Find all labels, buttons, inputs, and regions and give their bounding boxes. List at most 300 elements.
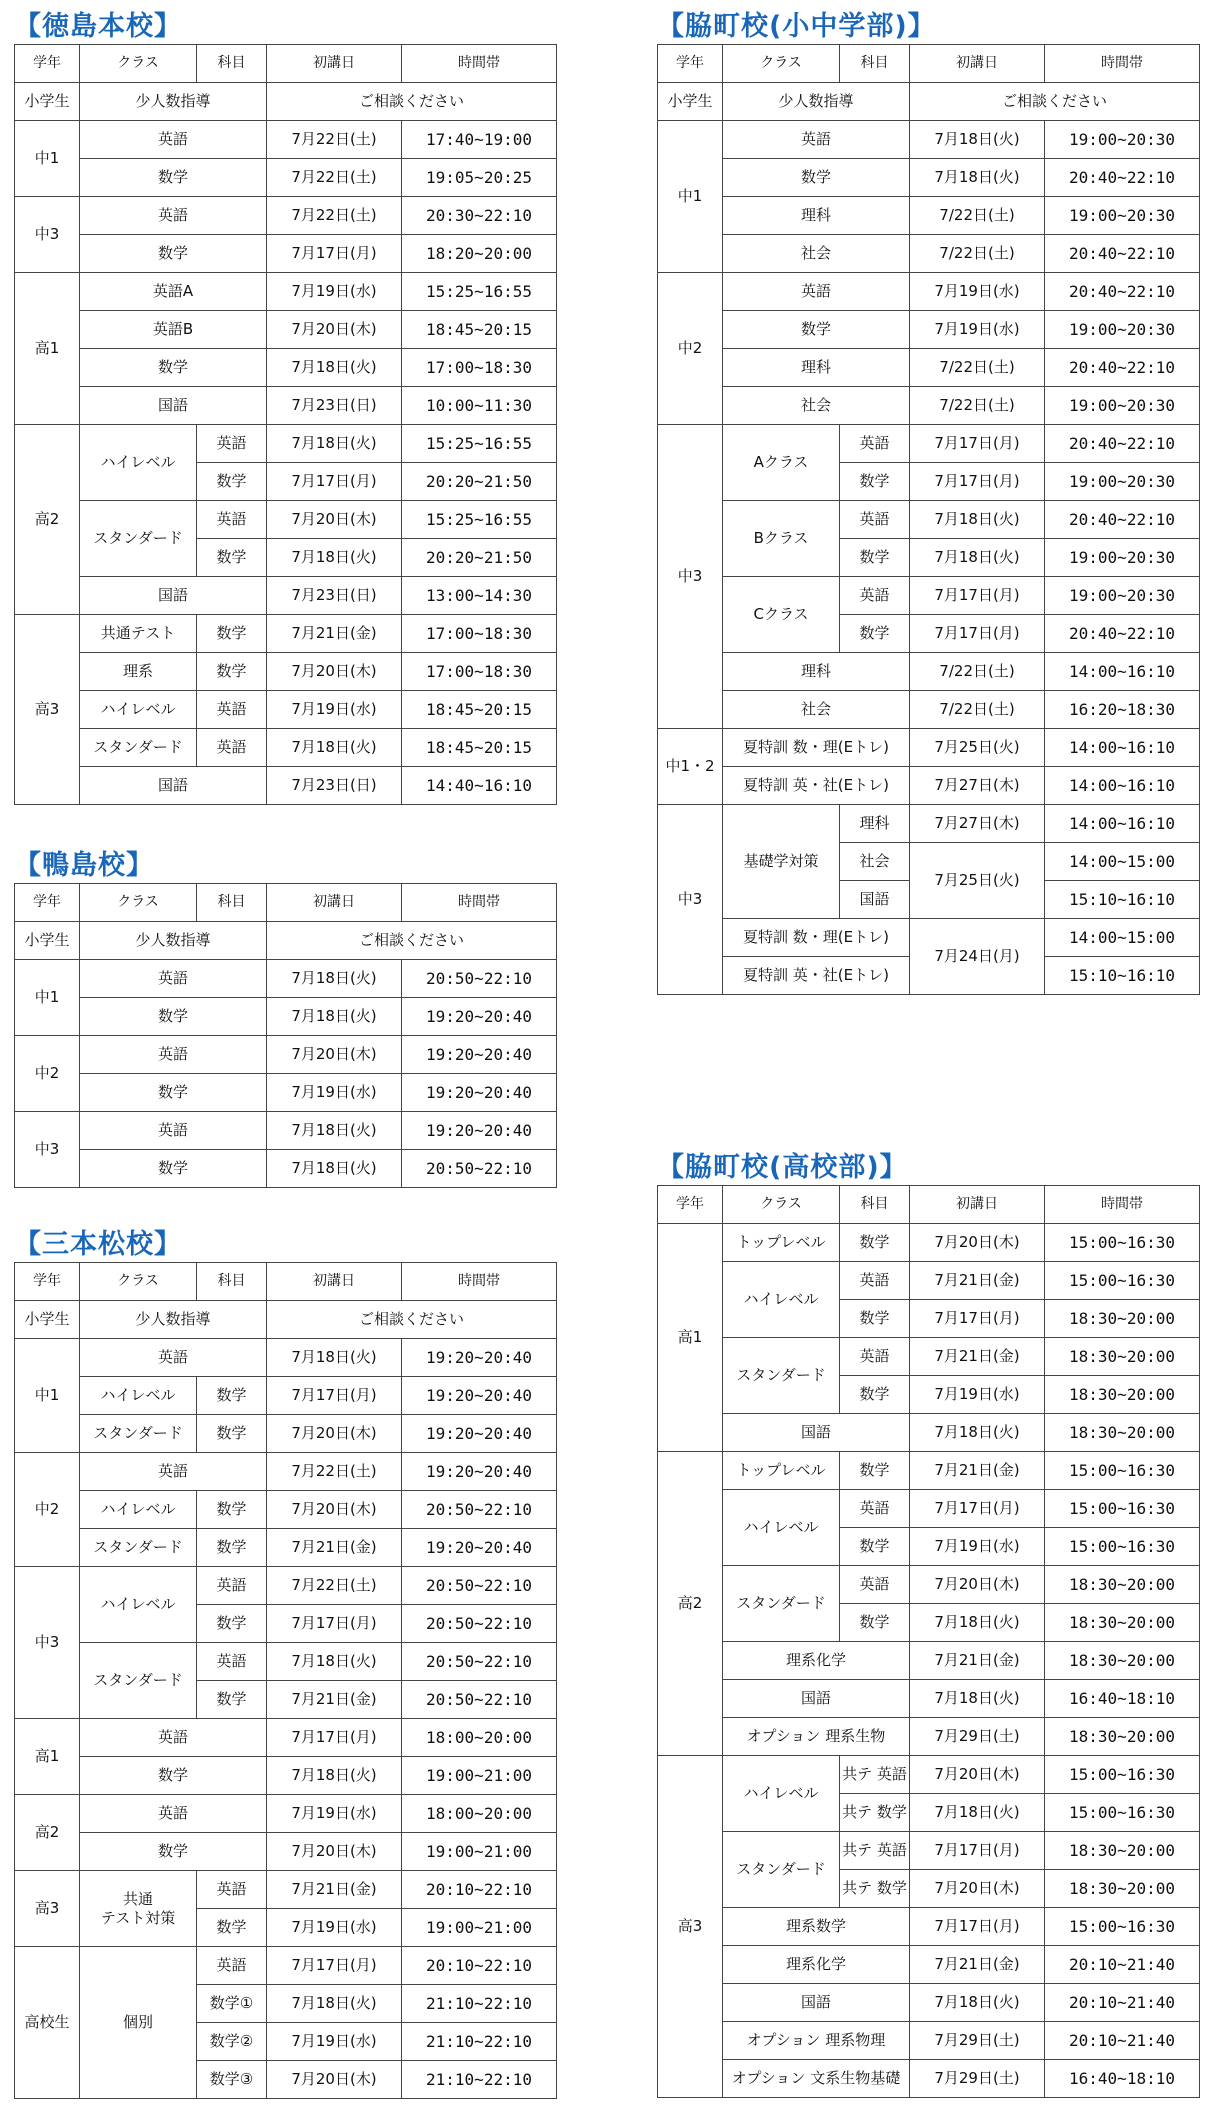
table-cell: 高1 bbox=[15, 273, 80, 425]
time-cell: 20:40~22:10 bbox=[1045, 235, 1200, 273]
date-cell: 7月20日(木) bbox=[267, 653, 402, 691]
time-cell: 20:40~22:10 bbox=[1045, 349, 1200, 387]
time-cell: 19:20~20:40 bbox=[402, 998, 557, 1036]
header-grade: 学年 bbox=[658, 1186, 723, 1224]
table-row bbox=[658, 1338, 1200, 1376]
header-grade: 学年 bbox=[15, 1263, 80, 1301]
table-cell: 国語 bbox=[723, 1414, 910, 1452]
table-row bbox=[15, 653, 557, 691]
table-row bbox=[658, 1680, 1200, 1718]
table-cell: 英語 bbox=[80, 197, 267, 235]
table-cell: 共テ 数学 bbox=[840, 1870, 910, 1908]
date-cell: 7月23日(日) bbox=[267, 387, 402, 425]
time-cell: 19:20~20:40 bbox=[402, 1036, 557, 1074]
table-cell: 夏特訓 数・理(Eトレ) bbox=[723, 919, 910, 957]
table-cell: 英語 bbox=[80, 1339, 267, 1377]
date-cell: 7月17日(月) bbox=[910, 1490, 1045, 1528]
table-cell: 英語 bbox=[840, 577, 910, 615]
date-cell: 7月17日(月) bbox=[267, 1947, 402, 1985]
table-row bbox=[658, 1452, 1200, 1490]
table-row bbox=[658, 729, 1200, 767]
table-row bbox=[15, 425, 557, 463]
date-cell: 7月20日(木) bbox=[910, 1870, 1045, 1908]
table-cell: ご相談ください bbox=[910, 83, 1200, 121]
time-cell: 20:40~22:10 bbox=[1045, 159, 1200, 197]
table-cell: 数学③ bbox=[197, 2061, 267, 2099]
time-cell: 19:20~20:40 bbox=[402, 1377, 557, 1415]
time-cell: 19:00~20:30 bbox=[1045, 577, 1200, 615]
tokushima-table bbox=[14, 44, 557, 805]
table-cell: 英語 bbox=[197, 1643, 267, 1681]
table-row bbox=[658, 1908, 1200, 1946]
time-cell: 20:40~22:10 bbox=[1045, 615, 1200, 653]
table-row bbox=[658, 1946, 1200, 1984]
table-cell: 高校生 bbox=[15, 1947, 80, 2099]
table-row bbox=[15, 1453, 557, 1491]
time-cell: 17:00~18:30 bbox=[402, 653, 557, 691]
time-cell: 15:25~16:55 bbox=[402, 273, 557, 311]
header-subject: 科目 bbox=[840, 1186, 910, 1224]
wakimachi-hs-table bbox=[657, 1185, 1200, 2098]
table-cell: 中2 bbox=[15, 1036, 80, 1112]
table-cell: 小学生 bbox=[15, 922, 80, 960]
date-cell: 7月17日(月) bbox=[910, 425, 1045, 463]
table-row bbox=[15, 159, 557, 197]
table-row bbox=[15, 1377, 557, 1415]
date-cell: 7月19日(水) bbox=[267, 1909, 402, 1947]
header-time: 時間帯 bbox=[402, 884, 557, 922]
time-cell: 15:00~16:30 bbox=[1045, 1908, 1200, 1946]
table-row bbox=[658, 1718, 1200, 1756]
table-cell: 理系 bbox=[80, 653, 197, 691]
table-row bbox=[15, 922, 557, 960]
time-cell: 20:30~22:10 bbox=[402, 197, 557, 235]
date-cell: 7月21日(金) bbox=[910, 1338, 1045, 1376]
time-cell: 19:00~20:30 bbox=[1045, 539, 1200, 577]
table-cell: 英語 bbox=[80, 960, 267, 998]
date-cell: 7月19日(水) bbox=[267, 2023, 402, 2061]
header-subject: 科目 bbox=[197, 45, 267, 83]
time-cell: 20:50~22:10 bbox=[402, 1681, 557, 1719]
date-cell: 7月20日(木) bbox=[910, 1566, 1045, 1604]
header-subject: 科目 bbox=[197, 1263, 267, 1301]
table-cell: 基礎学対策 bbox=[723, 805, 840, 919]
wakimachi-jr-block bbox=[657, 10, 1199, 995]
table-row bbox=[15, 1719, 557, 1757]
date-cell: 7月20日(木) bbox=[267, 1491, 402, 1529]
table-row bbox=[658, 1642, 1200, 1680]
date-cell: 7月17日(月) bbox=[910, 615, 1045, 653]
table-cell: 数学 bbox=[840, 539, 910, 577]
table-row bbox=[658, 235, 1200, 273]
time-cell: 18:30~20:00 bbox=[1045, 1870, 1200, 1908]
header-first-day: 初講日 bbox=[267, 1263, 402, 1301]
time-cell: 21:10~22:10 bbox=[402, 2023, 557, 2061]
table-cell: 数学 bbox=[80, 998, 267, 1036]
table-cell: スタンダード bbox=[80, 501, 197, 577]
time-cell: 15:10~16:10 bbox=[1045, 881, 1200, 919]
time-cell: 20:50~22:10 bbox=[402, 960, 557, 998]
table-cell: 共通 テスト対策 bbox=[80, 1871, 197, 1947]
date-cell: 7月22日(土) bbox=[267, 159, 402, 197]
time-cell: 20:10~21:40 bbox=[1045, 2022, 1200, 2060]
header-grade: 学年 bbox=[15, 45, 80, 83]
header-time: 時間帯 bbox=[402, 1263, 557, 1301]
table-cell: 数学① bbox=[197, 1985, 267, 2023]
table-cell: 理系数学 bbox=[723, 1908, 910, 1946]
time-cell: 18:30~20:00 bbox=[1045, 1338, 1200, 1376]
table-cell: ハイレベル bbox=[80, 1377, 197, 1415]
time-cell: 15:00~16:30 bbox=[1045, 1794, 1200, 1832]
table-row bbox=[658, 653, 1200, 691]
date-cell: 7/22日(土) bbox=[910, 349, 1045, 387]
kamojima-block bbox=[14, 849, 556, 1188]
table-row bbox=[658, 197, 1200, 235]
table-cell: 中3 bbox=[15, 197, 80, 273]
date-cell: 7月18日(火) bbox=[910, 1604, 1045, 1642]
table-row bbox=[15, 1795, 557, 1833]
date-cell: 7月18日(火) bbox=[910, 501, 1045, 539]
header-first-day: 初講日 bbox=[910, 45, 1045, 83]
time-cell: 18:30~20:00 bbox=[1045, 1414, 1200, 1452]
date-cell: 7月21日(金) bbox=[910, 1642, 1045, 1680]
table-row bbox=[15, 1415, 557, 1453]
time-cell: 20:20~21:50 bbox=[402, 463, 557, 501]
table-row bbox=[658, 805, 1200, 843]
wakimachi-hs-block bbox=[657, 1151, 1199, 2098]
table-cell: 数学 bbox=[840, 1224, 910, 1262]
table-row bbox=[15, 1339, 557, 1377]
header-time: 時間帯 bbox=[1045, 1186, 1200, 1224]
table-cell: 国語 bbox=[80, 387, 267, 425]
table-cell: 数学 bbox=[197, 1605, 267, 1643]
date-cell: 7月17日(月) bbox=[267, 235, 402, 273]
table-row bbox=[658, 1490, 1200, 1528]
table-cell: 英語 bbox=[197, 729, 267, 767]
table-row bbox=[15, 1757, 557, 1795]
date-cell: 7月18日(火) bbox=[267, 729, 402, 767]
table-cell: スタンダード bbox=[80, 729, 197, 767]
table-cell: 数学 bbox=[80, 1074, 267, 1112]
table-cell: 中3 bbox=[658, 805, 723, 995]
time-cell: 18:45~20:15 bbox=[402, 729, 557, 767]
time-cell: 19:00~21:00 bbox=[402, 1909, 557, 1947]
table-cell: Aクラス bbox=[723, 425, 840, 501]
date-cell: 7月18日(火) bbox=[267, 960, 402, 998]
tokushima-block bbox=[14, 10, 556, 805]
table-cell: 個別 bbox=[80, 1947, 197, 2099]
table-cell: トップレベル bbox=[723, 1452, 840, 1490]
time-cell: 19:00~21:00 bbox=[402, 1833, 557, 1871]
table-cell: 英語 bbox=[197, 501, 267, 539]
table-row bbox=[15, 1491, 557, 1529]
sanbonmatsu-table bbox=[14, 1262, 557, 2099]
table-row bbox=[15, 1074, 557, 1112]
time-cell: 17:40~19:00 bbox=[402, 121, 557, 159]
table-row bbox=[15, 1871, 557, 1909]
wakimachi-jr-title: 【脇町校(小中学部)】 bbox=[657, 11, 936, 42]
time-cell: 20:10~22:10 bbox=[402, 1871, 557, 1909]
date-cell: 7月20日(木) bbox=[910, 1756, 1045, 1794]
table-cell: スタンダード bbox=[723, 1566, 840, 1642]
table-row bbox=[15, 1833, 557, 1871]
time-cell: 17:00~18:30 bbox=[402, 349, 557, 387]
time-cell: 20:50~22:10 bbox=[402, 1491, 557, 1529]
time-cell: 18:30~20:00 bbox=[1045, 1642, 1200, 1680]
table-row bbox=[658, 83, 1200, 121]
table-row bbox=[658, 1756, 1200, 1794]
date-cell: 7月20日(木) bbox=[267, 501, 402, 539]
time-cell: 20:50~22:10 bbox=[402, 1567, 557, 1605]
date-cell: 7月21日(金) bbox=[267, 1871, 402, 1909]
date-cell: 7月19日(水) bbox=[267, 1074, 402, 1112]
table-row bbox=[15, 121, 557, 159]
time-cell: 19:20~20:40 bbox=[402, 1112, 557, 1150]
header-grade: 学年 bbox=[15, 884, 80, 922]
table-row bbox=[15, 197, 557, 235]
table-cell: 理系化学 bbox=[723, 1642, 910, 1680]
table-row bbox=[658, 501, 1200, 539]
date-cell: 7月19日(水) bbox=[910, 1528, 1045, 1566]
table-cell: オプション 理系生物 bbox=[723, 1718, 910, 1756]
date-cell: 7月29日(土) bbox=[910, 2060, 1045, 2098]
time-cell: 20:50~22:10 bbox=[402, 1605, 557, 1643]
table-cell: 国語 bbox=[723, 1984, 910, 2022]
time-cell: 19:00~20:30 bbox=[1045, 311, 1200, 349]
table-cell: 中1・2 bbox=[658, 729, 723, 805]
time-cell: 10:00~11:30 bbox=[402, 387, 557, 425]
table-cell: ハイレベル bbox=[80, 1491, 197, 1529]
table-cell: 数学 bbox=[840, 463, 910, 501]
date-cell: 7月18日(火) bbox=[910, 159, 1045, 197]
table-cell: 中3 bbox=[658, 425, 723, 729]
date-cell: 7月18日(火) bbox=[267, 425, 402, 463]
time-cell: 16:40~18:10 bbox=[1045, 1680, 1200, 1718]
time-cell: 15:00~16:30 bbox=[1045, 1452, 1200, 1490]
table-cell: 少人数指導 bbox=[80, 1301, 267, 1339]
table-cell: 英語 bbox=[840, 1262, 910, 1300]
table-cell: 数学 bbox=[80, 235, 267, 273]
header-row bbox=[658, 45, 1200, 83]
table-row bbox=[658, 2060, 1200, 2098]
date-cell: 7月21日(金) bbox=[267, 1681, 402, 1719]
table-cell: 英語 bbox=[80, 1795, 267, 1833]
table-cell: 夏特訓 英・社(Eトレ) bbox=[723, 957, 910, 995]
table-cell: 中1 bbox=[15, 121, 80, 197]
date-cell: 7月21日(金) bbox=[910, 1452, 1045, 1490]
table-cell: 数学 bbox=[840, 1528, 910, 1566]
table-cell: 英語 bbox=[80, 121, 267, 159]
table-cell: 英語 bbox=[840, 1566, 910, 1604]
time-cell: 19:20~20:40 bbox=[402, 1415, 557, 1453]
time-cell: 20:10~21:40 bbox=[1045, 1946, 1200, 1984]
time-cell: 14:00~16:10 bbox=[1045, 653, 1200, 691]
date-cell: 7月18日(火) bbox=[910, 1794, 1045, 1832]
time-cell: 15:25~16:55 bbox=[402, 501, 557, 539]
table-cell: 数学 bbox=[840, 1300, 910, 1338]
table-row bbox=[15, 998, 557, 1036]
date-cell: 7月18日(火) bbox=[267, 539, 402, 577]
time-cell: 18:45~20:15 bbox=[402, 691, 557, 729]
time-cell: 17:00~18:30 bbox=[402, 615, 557, 653]
table-row bbox=[15, 960, 557, 998]
time-cell: 14:00~15:00 bbox=[1045, 919, 1200, 957]
time-cell: 20:40~22:10 bbox=[1045, 273, 1200, 311]
date-cell: 7月18日(火) bbox=[267, 998, 402, 1036]
time-cell: 15:00~16:30 bbox=[1045, 1490, 1200, 1528]
table-row bbox=[15, 729, 557, 767]
date-cell: 7月17日(月) bbox=[910, 1908, 1045, 1946]
table-cell: 高3 bbox=[658, 1756, 723, 2098]
wakimachi-jr-table bbox=[657, 44, 1200, 995]
table-cell: 数学② bbox=[197, 2023, 267, 2061]
table-cell: 理科 bbox=[723, 197, 910, 235]
table-cell: 少人数指導 bbox=[80, 922, 267, 960]
date-cell: 7/22日(土) bbox=[910, 387, 1045, 425]
table-cell: 国語 bbox=[840, 881, 910, 919]
header-first-day: 初講日 bbox=[267, 884, 402, 922]
table-row bbox=[15, 1150, 557, 1188]
table-row bbox=[15, 83, 557, 121]
date-cell: 7月18日(火) bbox=[910, 1680, 1045, 1718]
date-cell: 7月21日(金) bbox=[267, 615, 402, 653]
time-cell: 19:20~20:40 bbox=[402, 1339, 557, 1377]
table-row bbox=[15, 349, 557, 387]
time-cell: 18:30~20:00 bbox=[1045, 1566, 1200, 1604]
table-cell: 数学 bbox=[840, 615, 910, 653]
time-cell: 18:30~20:00 bbox=[1045, 1376, 1200, 1414]
date-cell: 7月19日(水) bbox=[910, 273, 1045, 311]
time-cell: 14:40~16:10 bbox=[402, 767, 557, 805]
date-cell: 7月18日(火) bbox=[267, 1985, 402, 2023]
date-cell: 7月25日(火) bbox=[910, 729, 1045, 767]
date-cell: 7月21日(金) bbox=[267, 1529, 402, 1567]
time-cell: 18:00~20:00 bbox=[402, 1719, 557, 1757]
time-cell: 15:25~16:55 bbox=[402, 425, 557, 463]
date-cell: 7月21日(金) bbox=[910, 1262, 1045, 1300]
table-cell: 少人数指導 bbox=[723, 83, 910, 121]
date-cell: 7月20日(木) bbox=[267, 1036, 402, 1074]
date-cell: 7月18日(火) bbox=[267, 1643, 402, 1681]
time-cell: 15:10~16:10 bbox=[1045, 957, 1200, 995]
table-cell: 英語 bbox=[80, 1112, 267, 1150]
header-subject: 科目 bbox=[840, 45, 910, 83]
table-cell: 少人数指導 bbox=[80, 83, 267, 121]
table-cell: 数学 bbox=[197, 1529, 267, 1567]
date-cell: 7月29日(土) bbox=[910, 2022, 1045, 2060]
date-cell: 7/22日(土) bbox=[910, 235, 1045, 273]
time-cell: 20:50~22:10 bbox=[402, 1150, 557, 1188]
table-cell: ハイレベル bbox=[723, 1756, 840, 1832]
date-cell: 7月18日(火) bbox=[267, 1112, 402, 1150]
date-cell: 7月17日(月) bbox=[267, 1377, 402, 1415]
time-cell: 18:45~20:15 bbox=[402, 311, 557, 349]
date-cell: 7月17日(月) bbox=[910, 1832, 1045, 1870]
time-cell: 20:50~22:10 bbox=[402, 1643, 557, 1681]
kamojima-title: 【鴨島校】 bbox=[14, 850, 154, 881]
table-cell: 英語 bbox=[723, 121, 910, 159]
table-row bbox=[15, 577, 557, 615]
table-cell: 共通テスト bbox=[80, 615, 197, 653]
table-cell: 小学生 bbox=[15, 1301, 80, 1339]
table-cell: 英語 bbox=[840, 501, 910, 539]
table-cell: オプション 理系物理 bbox=[723, 2022, 910, 2060]
date-cell: 7/22日(土) bbox=[910, 197, 1045, 235]
header-class: クラス bbox=[80, 1263, 197, 1301]
table-cell: 国語 bbox=[80, 577, 267, 615]
table-cell: 英語 bbox=[840, 425, 910, 463]
date-cell: 7月27日(木) bbox=[910, 767, 1045, 805]
table-cell: 英語 bbox=[197, 425, 267, 463]
table-cell: 高1 bbox=[15, 1719, 80, 1795]
time-cell: 20:10~21:40 bbox=[1045, 1984, 1200, 2022]
time-cell: 18:00~20:00 bbox=[402, 1795, 557, 1833]
time-cell: 16:40~18:10 bbox=[1045, 2060, 1200, 2098]
table-cell: 数学 bbox=[80, 349, 267, 387]
table-row bbox=[15, 235, 557, 273]
table-row bbox=[15, 1036, 557, 1074]
time-cell: 19:20~20:40 bbox=[402, 1529, 557, 1567]
table-cell: 英語 bbox=[80, 1036, 267, 1074]
time-cell: 14:00~16:10 bbox=[1045, 805, 1200, 843]
table-cell: 共テ 英語 bbox=[840, 1756, 910, 1794]
table-cell: 英語 bbox=[840, 1490, 910, 1528]
table-row bbox=[658, 691, 1200, 729]
date-cell: 7月18日(火) bbox=[910, 1984, 1045, 2022]
date-cell: 7月18日(火) bbox=[267, 1339, 402, 1377]
table-row bbox=[15, 1112, 557, 1150]
table-cell: 中1 bbox=[15, 1339, 80, 1453]
table-cell: スタンダード bbox=[723, 1832, 840, 1908]
sanbonmatsu-block bbox=[14, 1228, 556, 2099]
time-cell: 18:30~20:00 bbox=[1045, 1300, 1200, 1338]
table-cell: ハイレベル bbox=[723, 1262, 840, 1338]
table-cell: 数学 bbox=[197, 615, 267, 653]
date-cell: 7月18日(火) bbox=[267, 349, 402, 387]
table-cell: 理科 bbox=[840, 805, 910, 843]
table-row bbox=[658, 1984, 1200, 2022]
table-row bbox=[15, 501, 557, 539]
date-cell: 7月22日(土) bbox=[267, 121, 402, 159]
table-row bbox=[658, 1414, 1200, 1452]
time-cell: 18:30~20:00 bbox=[1045, 1604, 1200, 1642]
table-cell: 数学 bbox=[80, 1833, 267, 1871]
time-cell: 19:00~20:30 bbox=[1045, 463, 1200, 501]
time-cell: 19:00~20:30 bbox=[1045, 121, 1200, 159]
time-cell: 21:10~22:10 bbox=[402, 2061, 557, 2099]
date-cell: 7月23日(日) bbox=[267, 577, 402, 615]
table-cell: ハイレベル bbox=[723, 1490, 840, 1566]
time-cell: 18:30~20:00 bbox=[1045, 1832, 1200, 1870]
table-cell: 社会 bbox=[723, 235, 910, 273]
table-cell: 英語B bbox=[80, 311, 267, 349]
time-cell: 19:00~20:30 bbox=[1045, 387, 1200, 425]
table-cell: 英語 bbox=[840, 1338, 910, 1376]
table-cell: 英語 bbox=[197, 1871, 267, 1909]
table-row bbox=[15, 273, 557, 311]
date-cell: 7月19日(水) bbox=[267, 691, 402, 729]
table-cell: 社会 bbox=[723, 691, 910, 729]
date-cell: 7/22日(土) bbox=[910, 653, 1045, 691]
table-cell: 社会 bbox=[840, 843, 910, 881]
date-cell: 7月19日(水) bbox=[910, 1376, 1045, 1414]
table-row bbox=[658, 2022, 1200, 2060]
table-cell: 高2 bbox=[15, 425, 80, 615]
table-cell: オプション 文系生物基礎 bbox=[723, 2060, 910, 2098]
table-row bbox=[658, 919, 1200, 957]
table-cell: スタンダード bbox=[80, 1415, 197, 1453]
table-row bbox=[15, 311, 557, 349]
